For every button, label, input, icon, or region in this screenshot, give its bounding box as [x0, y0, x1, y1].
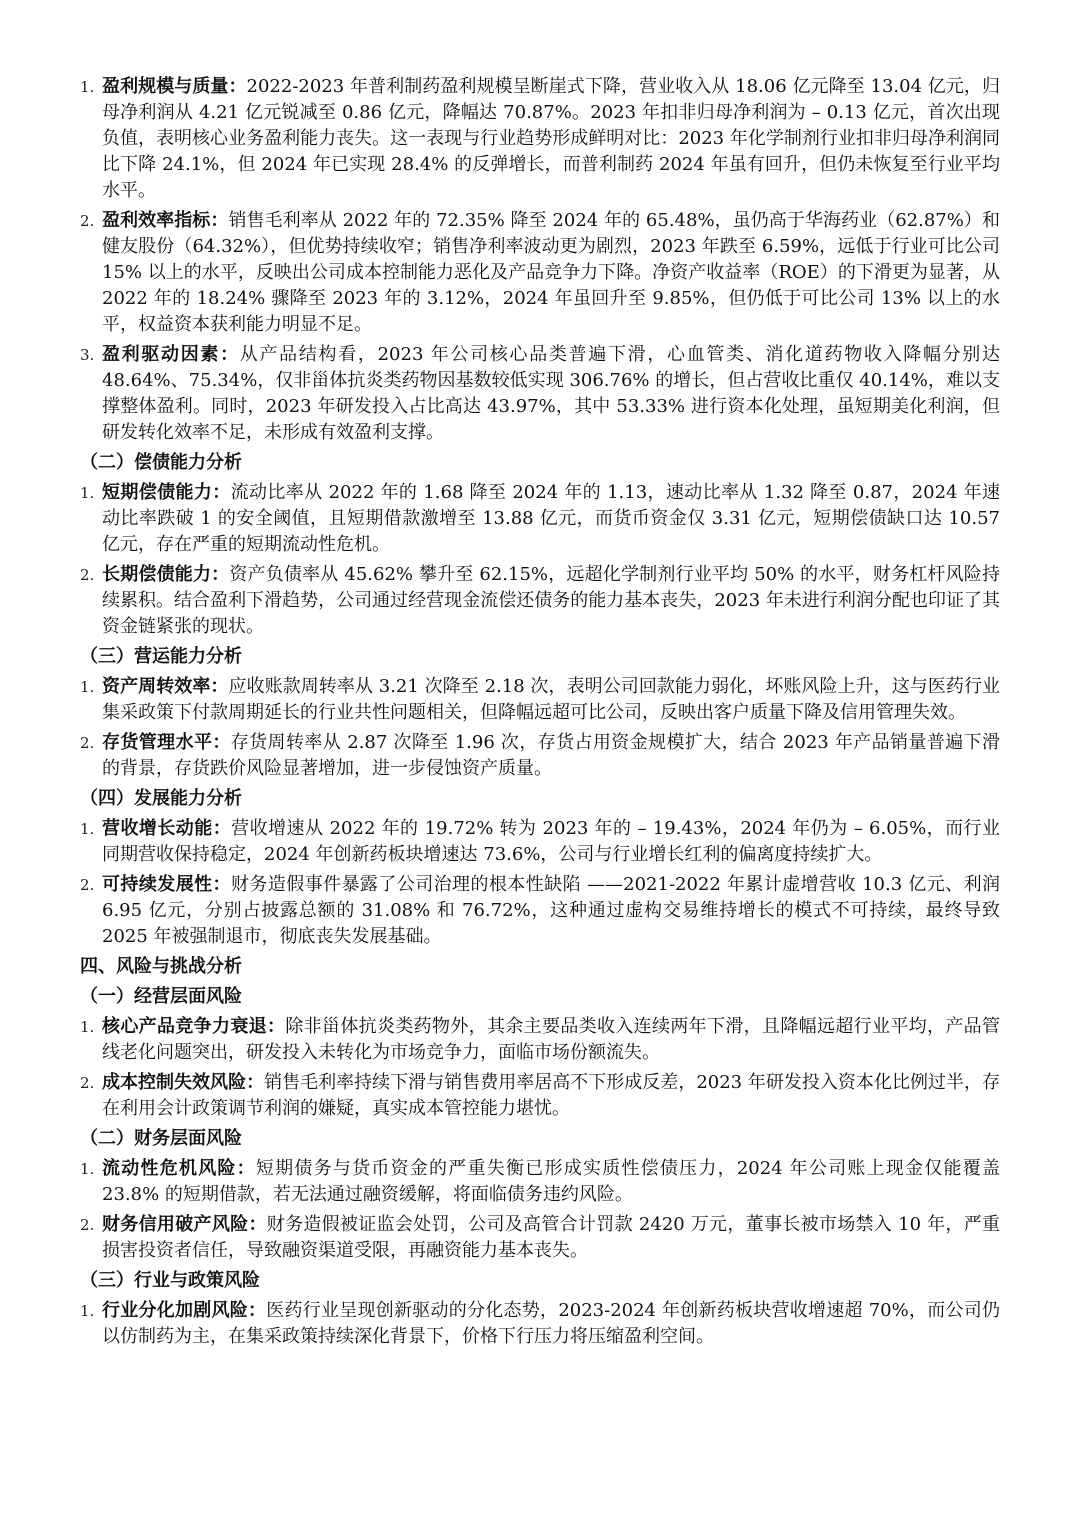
section-heading-risk: 四、风险与挑战分析 [80, 956, 242, 977]
item-text: 资产负债率从 45.62% 攀升至 62.15%，远超化学制剂行业平均 50% 的水平，财务杠杆风险持续累积。结合盈利下滑趋势，公司通过经营现金流偿还债务的能力基本丧失，2023 年未进行利润分配也印证了其资金链紧张的现状。 [102, 564, 1000, 637]
item-number: 2. [80, 1216, 95, 1234]
item-number: 2. [80, 1074, 95, 1092]
list-item [80, 1070, 1000, 1122]
list-item [80, 872, 1000, 950]
item-text: 短期债务与货币资金的严重失衡已形成实质性偿债压力，2024 年公司账上现金仅能覆盖 23.8% 的短期借款，若无法通过融资缓解，将面临债务违约风险。 [102, 1158, 1000, 1205]
list-item [80, 1014, 1000, 1066]
item-label: 资产周转效率： [102, 676, 229, 697]
item-label: 短期偿债能力： [102, 482, 231, 503]
item-body [102, 1156, 1000, 1208]
item-number: 1. [80, 678, 95, 696]
item-label: 盈利效率指标： [102, 210, 229, 231]
section-heading-solvency: （二）偿债能力分析 [80, 452, 242, 473]
item-body [102, 208, 1000, 338]
item-label: 核心产品竞争力衰退： [102, 1016, 286, 1037]
item-text: 2022-2023 年普利制药盈利规模呈断崖式下降，营业收入从 18.06 亿元降至 13.04 亿元，归母净利润从 4.21 亿元锐减至 0.86 亿元，降幅达 70.87%。2023 年扣非归母净利润为 – 0.13 亿元，首次出现负值，表明核心业务盈利能力丧失。这一表现与行业趋势形成鲜明对比：2023 年化学制剂行业扣非归母净利润同比下降 24.1%，但 2024 年已实现 28.4% 的反弹增长，而普利制药 2024 年虽有回升，但仍未恢复至行业平均水平。 [102, 76, 1000, 201]
item-label: 营收增长动能： [102, 818, 232, 839]
item-text: 营收增速从 2022 年的 19.72% 转为 2023 年的 – 19.43%，2024 年仍为 – 6.05%，而行业同期营收保持稳定，2024 年创新药板块增速达 73.6%，公司与行业增长红利的偏离度持续扩大。 [102, 818, 1001, 865]
item-label: 流动性危机风险： [102, 1158, 256, 1179]
item-label: 长期偿债能力： [102, 564, 230, 585]
item-body [102, 1070, 1000, 1122]
item-label: 盈利规模与质量： [102, 76, 247, 97]
list-item [80, 1212, 1000, 1264]
list-item [80, 562, 1000, 640]
list-item [80, 480, 1000, 558]
item-body [102, 1298, 1000, 1350]
section-heading-operation: （三）营运能力分析 [80, 646, 242, 667]
list-item [80, 730, 1000, 782]
item-number: 2. [80, 212, 95, 230]
item-number: 2. [80, 566, 95, 584]
item-number: 1. [80, 820, 95, 838]
item-body [102, 872, 1000, 950]
subsection-heading-industry-risk: （三）行业与政策风险 [80, 1270, 260, 1291]
item-label: 行业分化加剧风险： [102, 1300, 267, 1321]
item-body [102, 480, 1000, 558]
list-item [80, 208, 1000, 338]
section-heading-growth: （四）发展能力分析 [80, 788, 242, 809]
item-number: 3. [80, 346, 95, 364]
list-item [80, 342, 1000, 446]
item-body [102, 1212, 1000, 1264]
item-body [102, 674, 1000, 726]
item-body [102, 74, 1000, 204]
item-text: 流动比率从 2022 年的 1.68 降至 2024 年的 1.13，速动比率从 1.32 降至 0.87，2024 年速动比率跌破 1 的安全阈值，且短期借款激增至 13.88 亿元，而货币资金仅 3.31 亿元，短期偿债缺口达 10.57 亿元，存在严重的短期流动性危机。 [102, 482, 1000, 555]
item-body [102, 816, 1000, 868]
item-label: 成本控制失效风险： [102, 1072, 265, 1093]
item-body [102, 1014, 1000, 1066]
item-label: 盈利驱动因素： [102, 344, 240, 365]
subsection-heading-operating-risk: （一）经营层面风险 [80, 986, 242, 1007]
item-text: 除非甾体抗炎类药物外，其余主要品类收入连续两年下滑，且降幅远超行业平均，产品管线老化问题突出，研发投入未转化为市场竞争力，面临市场份额流失。 [102, 1016, 1001, 1063]
item-number: 1. [80, 484, 95, 502]
item-body [102, 730, 1000, 782]
item-number: 1. [80, 1302, 95, 1320]
item-text: 财务造假被证监会处罚，公司及高管合计罚款 2420 万元，董事长被市场禁入 10 年，严重损害投资者信任，导致融资渠道受限，再融资能力基本丧失。 [102, 1214, 1000, 1261]
item-body [102, 562, 1000, 640]
subsection-heading-financial-risk: （二）财务层面风险 [80, 1128, 242, 1149]
item-label: 存货管理水平： [102, 732, 231, 753]
item-text: 医药行业呈现创新驱动的分化态势，2023-2024 年创新药板块营收增速超 70%，而公司仍以仿制药为主，在集采政策持续深化背景下，价格下行压力将压缩盈利空间。 [102, 1300, 1001, 1347]
item-text: 从产品结构看，2023 年公司核心品类普遍下滑，心血管类、消化道药物收入降幅分别达 48.64%、75.34%，仅非甾体抗炎类药物因基数较低实现 306.76% 的增长，但占营收比重仅 40.14%，难以支撑整体盈利。同时，2023 年研发投入占比高达 43.97%，其中 53.33% 进行资本化处理，虽短期美化利润，但研发转化效率不足，未形成有效盈利支撑。 [102, 344, 1000, 443]
item-number: 1. [80, 78, 95, 96]
item-text: 财务造假事件暴露了公司治理的根本性缺陷 ——2021-2022 年累计虚增营收 10.3 亿元、利润 6.95 亿元，分别占披露总额的 31.08% 和 76.72%，这种通过虚构交易维持增长的模式不可持续，最终导致 2025 年被强制退市，彻底丧失发展基础。 [102, 874, 1000, 947]
item-body [102, 342, 1000, 446]
item-label: 财务信用破产风险： [102, 1214, 267, 1235]
item-text: 销售毛利率从 2022 年的 72.35% 降至 2024 年的 65.48%，虽仍高于华海药业（62.87%）和健友股份（64.32%），但优势持续收窄；销售净利率波动更为剧烈，2023 年跌至 6.59%，远低于行业可比公司 15% 以上的水平，反映出公司成本控制能力恶化及产品竞争力下降。净资产收益率（ROE）的下滑更为显著，从 2022 年的 18.24% 骤降至 2023 年的 3.12%，2024 年虽回升至 9.85%，但仍低于可比公司 13% 以上的水平，权益资本获利能力明显不足。 [102, 210, 1000, 335]
item-number: 2. [80, 734, 95, 752]
item-number: 1. [80, 1018, 95, 1036]
list-item [80, 816, 1000, 868]
list-item [80, 74, 1000, 204]
list-item [80, 1156, 1000, 1208]
item-label: 可持续发展性： [102, 874, 231, 895]
item-text: 应收账款周转率从 3.21 次降至 2.18 次，表明公司回款能力弱化，坏账风险上升，这与医药行业集采政策下付款周期延长的行业共性问题相关，但降幅远超可比公司，反映出客户质量下降及信用管理失效。 [102, 676, 1001, 723]
item-text: 存货周转率从 2.87 次降至 1.96 次，存货占用资金规模扩大，结合 2023 年产品销量普遍下滑的背景，存货跌价风险显著增加，进一步侵蚀资产质量。 [102, 732, 1001, 779]
item-number: 1. [80, 1160, 95, 1178]
item-text: 销售毛利率持续下滑与销售费用率居高不下形成反差，2023 年研发投入资本化比例过半，存在利用会计政策调节利润的嫌疑，真实成本管控能力堪忧。 [102, 1072, 1000, 1119]
item-number: 2. [80, 876, 95, 894]
list-item [80, 1298, 1000, 1350]
list-item [80, 674, 1000, 726]
